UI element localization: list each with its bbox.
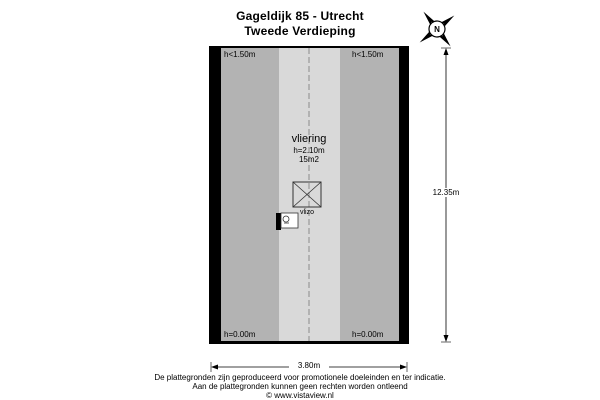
full-height-zone [279,48,340,341]
disclaimer-line-2: Aan de plattegronden kunnen geen rechten worden ontleend [192,382,408,391]
disclaimer-line-1: De plattegronden zijn geproduceerd voor promotionele doeleinden en ter indicatie. [154,373,446,382]
room-area: 15m2 [298,155,319,164]
room-name: vliering [291,133,327,145]
height-dimension-label: 12.35m [426,188,466,197]
plan-floor: Tweede Verdieping [244,24,356,38]
corner-height-top-right: h<1.50m [352,50,384,59]
hatch-label: vlizo [299,209,314,216]
corner-height-bottom-right: h=0.00m [352,330,384,339]
plan-address: Gageldijk 85 - Utrecht [236,9,364,23]
width-dimension-label: 3.80m [289,361,329,370]
room-height: h=2.10m [293,146,325,155]
compass-label: N [434,25,440,34]
corner-height-top-left: h<1.50m [224,50,256,59]
compass-north-icon [406,0,468,60]
corner-height-bottom-left: h=0.00m [224,330,256,339]
copyright: © www.vistaview.nl [266,391,334,400]
